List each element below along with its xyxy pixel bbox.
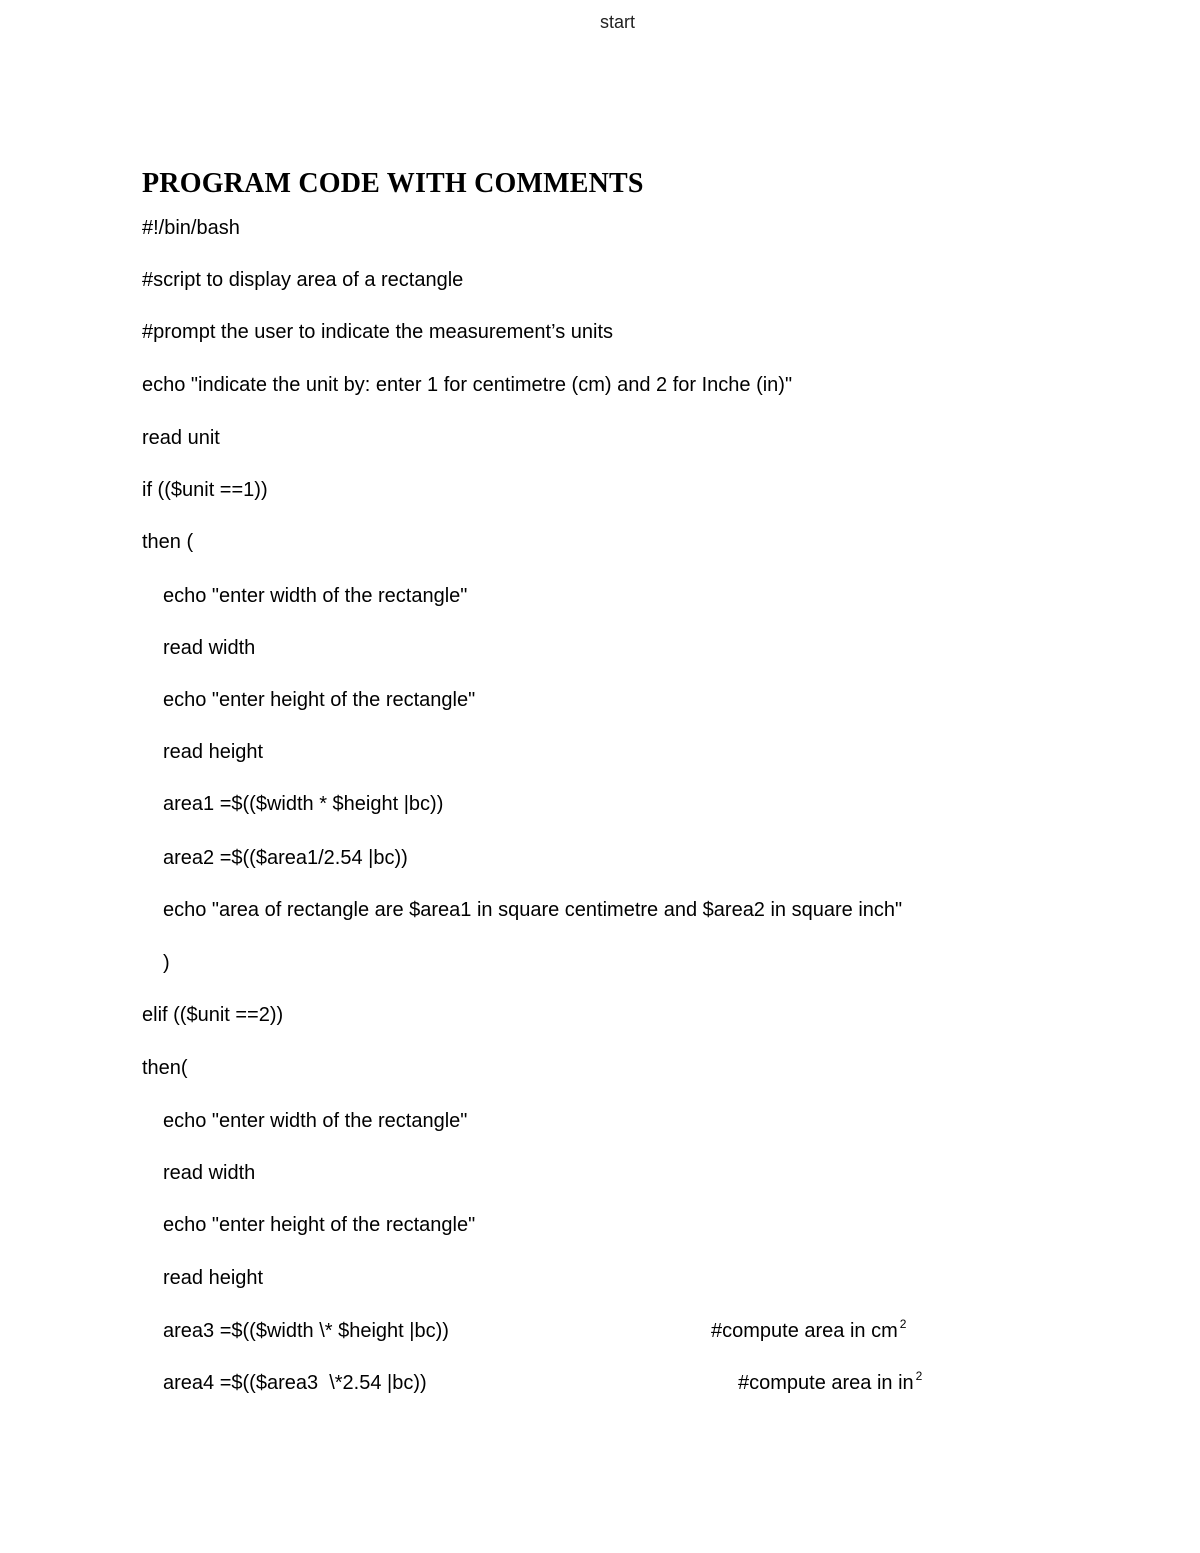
- code-line-echo-result: echo "area of rectangle are $area1 in square centimetre and $area2 in square inch": [163, 899, 903, 921]
- code-line-area3: area3 =$(($width \* $height |bc)): [163, 1320, 449, 1342]
- code-line-echo-width: echo "enter width of the rectangle": [163, 585, 468, 607]
- code-line-echo-height-2: echo "enter height of the rectangle": [163, 1214, 476, 1236]
- comment-area-cm-text: #compute area in cm: [711, 1320, 898, 1342]
- code-line-close-paren: ): [163, 952, 170, 974]
- comment-area-cm: [711, 1317, 906, 1345]
- code-line-then-2: then(: [142, 1057, 188, 1079]
- code-line-comment-prompt: #prompt the user to indicate the measurement’s units: [142, 321, 613, 343]
- page-header: start: [599, 12, 635, 32]
- code-line-then: then (: [142, 531, 194, 553]
- code-line-comment-script: #script to display area of a rectangle: [142, 269, 464, 291]
- document-title: PROGRAM CODE WITH COMMENTS: [142, 168, 644, 199]
- code-line-read-width-2: read width: [163, 1162, 256, 1184]
- superscript-two: 2: [915, 1369, 923, 1383]
- code-line-elif: elif (($unit ==2)): [142, 1004, 284, 1026]
- code-line-if: if (($unit ==1)): [142, 479, 268, 501]
- code-line-read-width: read width: [163, 637, 256, 659]
- code-line-area4: area4 =$(($area3 \*2.54 |bc)): [163, 1372, 427, 1394]
- code-line-echo-height: echo "enter height of the rectangle": [163, 689, 476, 711]
- code-line-area1: area1 =$(($width * $height |bc)): [163, 793, 444, 815]
- code-line-area2: area2 =$(($area1/2.54 |bc)): [163, 847, 408, 869]
- code-line-read-unit: read unit: [142, 427, 220, 449]
- code-line-read-height: read height: [163, 741, 264, 763]
- code-line-shebang: #!/bin/bash: [142, 217, 240, 239]
- code-line-echo-width-2: echo "enter width of the rectangle": [163, 1110, 468, 1132]
- comment-area-in: [738, 1369, 922, 1397]
- code-line-echo-unit: echo "indicate the unit by: enter 1 for centimetre (cm) and 2 for Inche (in)": [142, 374, 793, 396]
- comment-area-in-text: #compute area in in: [738, 1372, 914, 1394]
- code-line-read-height-2: read height: [163, 1267, 264, 1289]
- superscript-two: 2: [899, 1317, 907, 1331]
